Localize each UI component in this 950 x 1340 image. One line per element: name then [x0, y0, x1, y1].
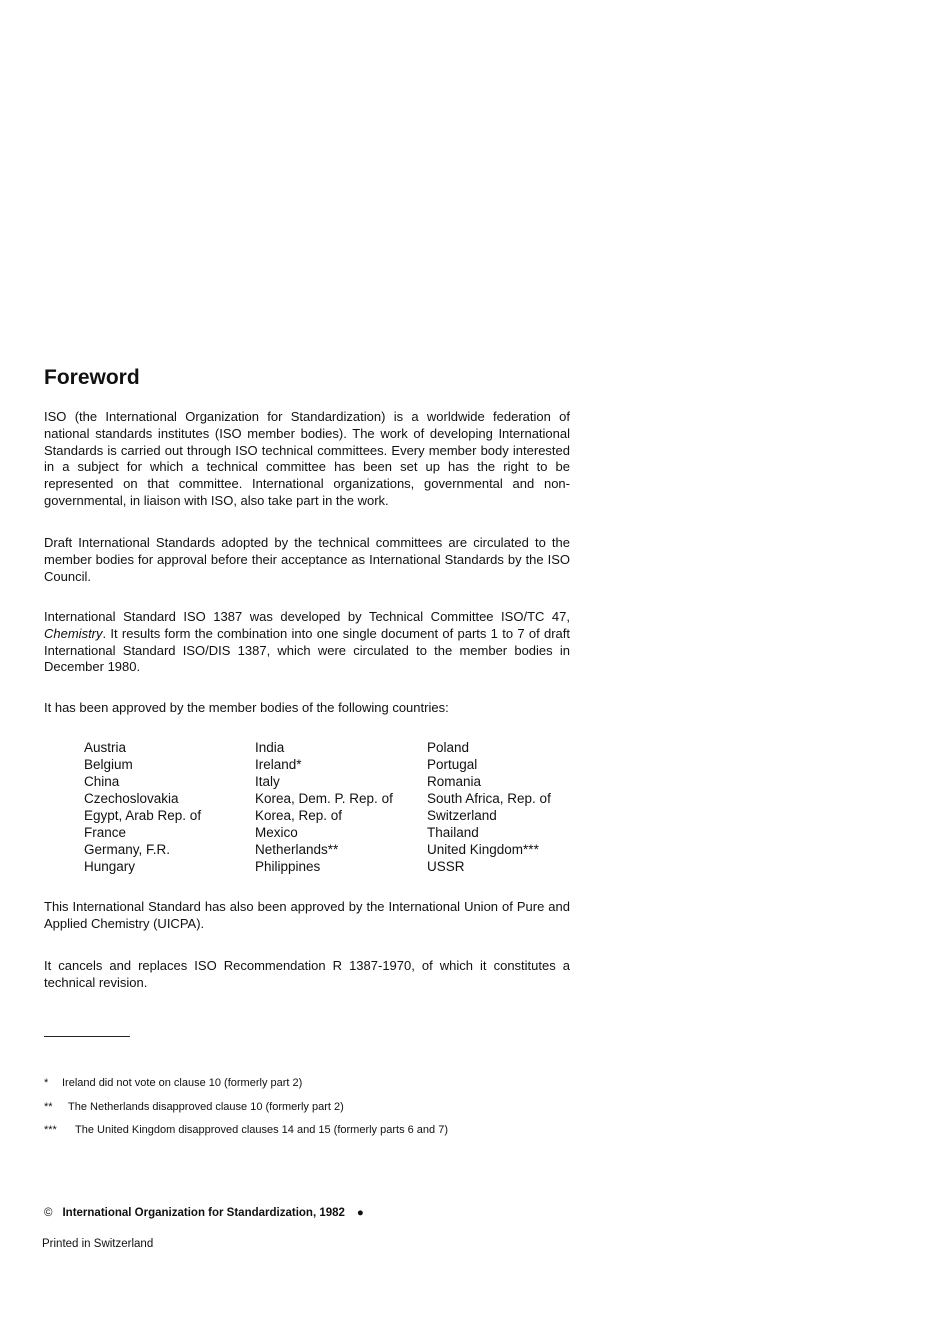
paragraph-approved-by: It has been approved by the member bodies of the following countries:: [44, 700, 449, 715]
printed-in: Printed in Switzerland: [42, 1238, 154, 1250]
country-item: Switzerland: [427, 808, 497, 823]
paragraph-development: [44, 609, 570, 676]
country-item: Philippines: [255, 859, 321, 874]
country-item: Egypt, Arab Rep. of: [84, 808, 202, 823]
country-item: Netherlands**: [255, 842, 339, 857]
country-item: Portugal: [427, 757, 478, 772]
paragraph-cancels: It cancels and replaces ISO Recommendation R 1387-1970, of which it constitutes a technical revision.: [44, 958, 570, 990]
paragraph-draft-standards: Draft International Standards adopted by the technical committees are circulated to the member bodies for approval before their acceptance as International Standards by the ISO Council.: [44, 535, 570, 584]
paragraph-iupac: This International Standard has also been approved by the International Union of Pure and Applied Chemistry (UICPA).: [44, 899, 570, 931]
country-item: China: [84, 774, 120, 789]
country-item: Romania: [427, 774, 482, 789]
countries-column-3: [427, 739, 587, 875]
country-item: France: [84, 825, 127, 840]
countries-column-1: [84, 739, 255, 875]
country-item: USSR: [427, 859, 465, 874]
country-item: Thailand: [427, 825, 479, 840]
p3-text-b: . It results form the combination into one single document of parts 1 to 7 of draft International Standard ISO/DIS 1387, which were circulated to the member bodies in December 1980.: [44, 625, 570, 675]
country-item: Austria: [84, 740, 127, 755]
country-item: Korea, Dem. P. Rep. of: [255, 791, 393, 806]
bullet-icon: ●: [356, 1207, 364, 1219]
country-item: Korea, Rep. of: [255, 808, 343, 823]
footnote-text: The United Kingdom disapproved clauses 14 and 15 (formerly parts 6 and 7): [75, 1124, 448, 1136]
page-title: Foreword: [44, 366, 140, 389]
footnote-1: [44, 1076, 302, 1090]
footnote-mark: *: [44, 1077, 49, 1089]
country-item: Italy: [255, 774, 280, 789]
country-item: Hungary: [84, 859, 136, 874]
footnote-divider: [44, 1036, 130, 1037]
country-item: Germany, F.R.: [84, 842, 171, 857]
p3-text-a: International Standard ISO 1387 was developed by Technical Committee ISO/TC 47,: [44, 609, 570, 624]
country-item: Czechoslovakia: [84, 791, 179, 806]
copyright-line: [44, 1207, 364, 1219]
footnote-3: [44, 1123, 448, 1137]
footnote-text: The Netherlands disapproved clause 10 (formerly part 2): [68, 1101, 344, 1113]
paragraph-iso-intro: ISO (the International Organization for Standardization) is a worldwide federation of national standards institutes (ISO member bodies). The work of developing International Standards is carried out through ISO technical committees. Every member body interested in a subject for which a technical committee has been set up has the right to be represented on that committee. International organizations, governmental and non-governmental, in liaison with ISO, also take part in the work.: [44, 409, 570, 508]
countries-list: [84, 739, 587, 875]
country-item: Mexico: [255, 825, 298, 840]
copyright-text: International Organization for Standardization, 1982: [62, 1207, 345, 1219]
country-item: Belgium: [84, 757, 133, 772]
country-item: Poland: [427, 740, 470, 755]
footnote-2: [44, 1100, 344, 1114]
country-item: Ireland*: [255, 757, 302, 772]
p3-committee-name: Chemistry: [44, 625, 103, 641]
footnote-mark: ***: [44, 1124, 57, 1136]
footnote-text: Ireland did not vote on clause 10 (formerly part 2): [62, 1077, 303, 1089]
country-item: India: [255, 740, 285, 755]
footnote-mark: **: [44, 1101, 53, 1113]
countries-column-2: [255, 739, 427, 875]
copyright-icon: ©: [44, 1207, 53, 1219]
country-item: United Kingdom***: [427, 842, 539, 857]
country-item: South Africa, Rep. of: [427, 791, 551, 806]
